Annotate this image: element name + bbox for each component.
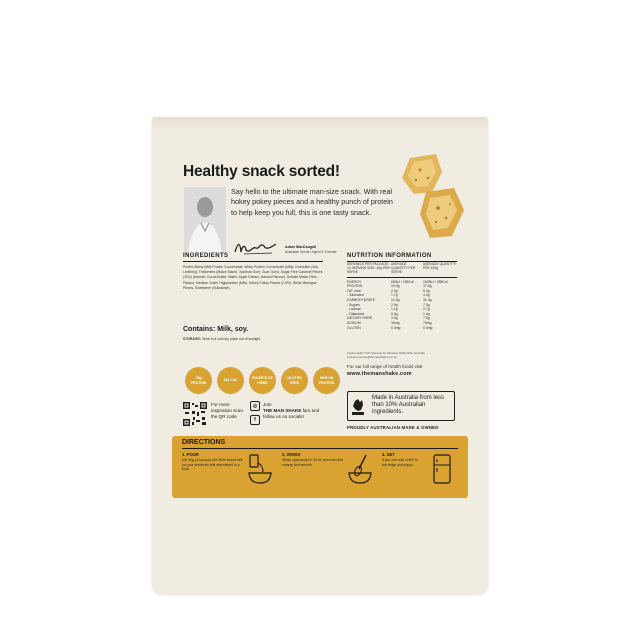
per-100g-value: 37.5g bbox=[423, 284, 432, 289]
per-serve-value: 0.6g bbox=[391, 311, 398, 316]
step2-text: Whisk vigorously for 30-60 seconds until creamy and smooth. bbox=[282, 458, 343, 467]
company-address: Cavity Health, 3/27 Vanessa St, Kirrawee NSW 2232, Australia customerservice@themanshake.com.au bbox=[347, 351, 425, 359]
social-line2: fam and follow us on socials! bbox=[263, 408, 320, 419]
social-brand: THE MAN SHAKE bbox=[263, 408, 302, 413]
australian-made-box bbox=[347, 391, 455, 421]
nutrition-title: NUTRITION INFORMATION bbox=[347, 253, 432, 259]
per-100g-value: 4.3g bbox=[423, 293, 430, 298]
step2-title: 2. WHISK bbox=[282, 452, 301, 457]
nutrient-label: SODIUM bbox=[347, 320, 361, 325]
nutrient-label: PROTEIN bbox=[347, 284, 363, 289]
step3-text: If you can wait, chill it in the fridge and enjoy! bbox=[382, 458, 418, 467]
per-serve-value: 2.9g bbox=[391, 302, 398, 307]
intro-text: Say hello to the ultimate man-size snack. With real hokey pokey pieces and a healthy punch of protein to help keep you full, this is one tasty snack. bbox=[231, 187, 393, 217]
directions-rule bbox=[182, 448, 458, 449]
instagram-icon[interactable]: ◎ bbox=[250, 401, 260, 411]
step3-title: 3. SET bbox=[382, 452, 395, 457]
signature-image bbox=[232, 238, 280, 258]
facebook-icon[interactable]: f bbox=[250, 415, 260, 425]
whisk-icon bbox=[346, 453, 374, 485]
per-serve-value: 15.0g bbox=[391, 284, 400, 289]
nutrient-label: FAT, total bbox=[347, 288, 361, 293]
ingredients-rule bbox=[183, 261, 323, 262]
signature-name: Adam MacDougall bbox=[285, 245, 317, 249]
per-serve-value: 1.1g bbox=[391, 307, 398, 312]
nutrition-header-serving: SERVINGS PER PACKAGE: 10 SERVING SIZE: 40g PER SERVE bbox=[347, 262, 390, 275]
snack-pieces-image bbox=[392, 152, 470, 244]
founder-portrait bbox=[184, 187, 226, 255]
bowl-pour-icon bbox=[246, 453, 274, 485]
nutrient-label: CARBOHYDRATE bbox=[347, 297, 376, 302]
nutrition-header-rule bbox=[347, 277, 457, 278]
badge-gluten-free: GLUTEN FREE bbox=[281, 367, 308, 394]
allergen-statement: Contains: Milk, soy. bbox=[183, 326, 249, 333]
website-link[interactable]: www.themanshake.com bbox=[347, 371, 412, 377]
directions-title: DIRECTIONS bbox=[182, 439, 226, 446]
step1-text: Mix 40g (3 scoops) with 80ml sweet milk (or your preferred milk alternative) in a bowl. bbox=[182, 458, 243, 472]
badge-high-protein: HIGH IN PROTEIN bbox=[313, 367, 340, 394]
per-serve-value: 3.0g bbox=[391, 316, 398, 321]
per-100g-value: 1625kJ / 388Cal bbox=[423, 279, 448, 284]
per-100g-value: 7.3g bbox=[423, 302, 430, 307]
nutrient-label: ENERGY bbox=[347, 279, 362, 284]
badge-protein: 15g PROTEIN bbox=[185, 367, 212, 394]
nutrient-label: - Lactose bbox=[347, 307, 361, 312]
per-100g-value: 2.7g bbox=[423, 307, 430, 312]
step1-title: 1. POUR bbox=[182, 452, 199, 457]
nutrient-label: - Galactose bbox=[347, 311, 365, 316]
product-pouch bbox=[152, 117, 488, 594]
per-serve-value: 12.5g bbox=[391, 297, 400, 302]
per-serve-value: 650kJ / 155Cal bbox=[391, 279, 414, 284]
storage-line bbox=[183, 337, 260, 341]
per-100g-value: 75mg bbox=[423, 320, 432, 325]
signature-role: Australian Sports Legend & Founder bbox=[285, 250, 337, 254]
directions-panel bbox=[172, 436, 468, 498]
badge-calories: 144 CAL bbox=[217, 367, 244, 394]
per-serve-value: 30mg bbox=[391, 320, 400, 325]
nutrition-header bbox=[347, 262, 457, 275]
claim-badges bbox=[185, 367, 340, 394]
social-line1: Join bbox=[263, 402, 272, 407]
qr-caption: For more inspiration scan the QR code bbox=[211, 402, 243, 419]
per-100g-value: 7.5g bbox=[423, 316, 430, 321]
range-text: For our full range of health foods visit bbox=[347, 364, 423, 369]
social-icons bbox=[250, 401, 260, 429]
per-100g-value: 1.4g bbox=[423, 311, 430, 316]
qr-code-icon[interactable] bbox=[183, 402, 207, 426]
storage-label: STORAGE: bbox=[183, 337, 201, 341]
nutrient-label: - Sugars bbox=[347, 302, 360, 307]
per-100g-value: 31.3g bbox=[423, 297, 432, 302]
nutrient-label: GLUTEN bbox=[347, 325, 361, 330]
storage-text: Store in a cool dry place out of sunlight bbox=[201, 337, 261, 341]
nutrition-table bbox=[347, 259, 457, 330]
australian-caption: PROUDLY AUSTRALIAN MADE & OWNED bbox=[347, 425, 439, 430]
nutrition-header-serve: AVERAGE QUANTITY PER SERVE bbox=[391, 262, 416, 275]
australian-made-text: Made in Australia from less than 10% Australian ingredients. bbox=[372, 395, 445, 415]
per-100g-value: 0.0mg bbox=[423, 325, 433, 330]
nutrition-header-100g: AVERAGE QUANTITY PER 100g bbox=[423, 262, 457, 271]
ingredients-title: INGREDIENTS bbox=[183, 253, 229, 259]
australia-map-icon bbox=[352, 397, 364, 415]
nutrient-label: - Saturated bbox=[347, 293, 364, 298]
ingredients-text: Protein Blend (Milk Protein Concentrate, Whey Protein Concentrate (Milk), Emulsifier (Soy Lecithin)), Thickeners (Maize Starch, Xanthan Gum, Guar Gum), Sugar Free Caramel Pieces (11%) (Isomalt, Cocoa Butter, Water, Apple Extract, Natural Flavour), Soluble Maize Fibre, Flavour, Medium Chain Triglycerides (Milk), Hokey Pokey Pieces (2.5%), White Meringue Pieces, Sweetener (Sucralose). bbox=[183, 265, 323, 290]
nutrient-label: DIETARY FIBRE bbox=[347, 316, 373, 321]
per-100g-value: 5.0g bbox=[423, 288, 430, 293]
per-serve-value: 0.0mg bbox=[391, 325, 401, 330]
per-serve-value: 2.0g bbox=[391, 288, 398, 293]
nutrition-rows bbox=[347, 280, 457, 331]
badge-fibre: SOURCE OF FIBRE bbox=[249, 367, 276, 394]
social-text bbox=[263, 402, 323, 420]
nutrition-row bbox=[347, 326, 457, 331]
headline: Healthy snack sorted! bbox=[183, 163, 340, 180]
fridge-icon bbox=[428, 453, 456, 485]
per-serve-value: 1.7g bbox=[391, 293, 398, 298]
